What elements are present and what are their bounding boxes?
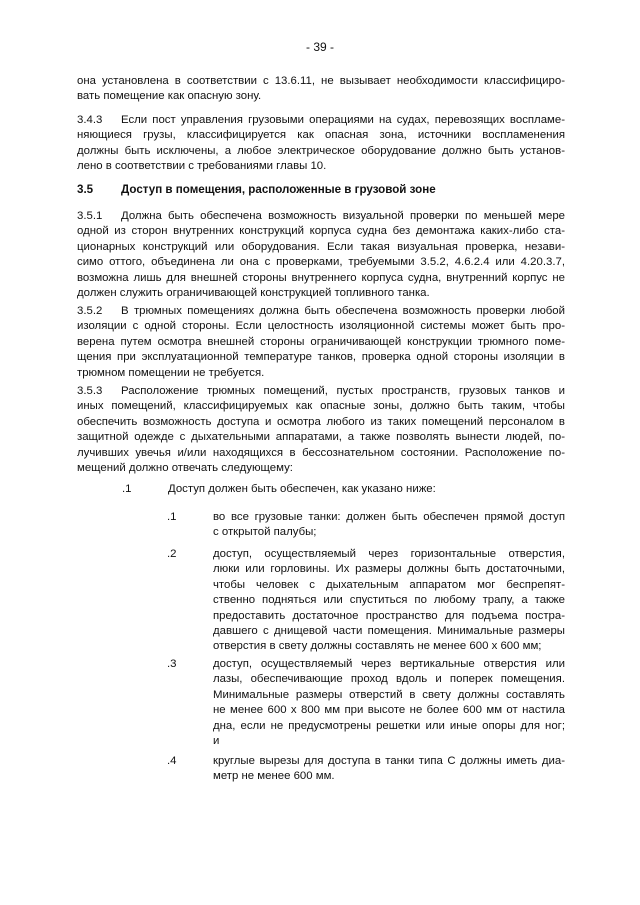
page-number: - 39 - [305, 40, 334, 54]
text-line: няющиеся грузы, классифицируется как опасная зона, источники воспламенения [77, 129, 565, 142]
text-line: мещений должно отвечать следующему: [77, 462, 293, 475]
section-number: 3.5 [77, 183, 94, 196]
sub-item-text [213, 657, 565, 749]
paragraph-number: 3.5.2 [77, 305, 103, 317]
text-line: 3.4.3 Если пост управления грузовыми операциями на судах, перевозящих воспламе- [77, 113, 565, 128]
paragraph-number: 3.4.3 [77, 114, 103, 126]
text-line: 3.5.3 Расположение трюмных помещений, пустых пространств, грузовых танков и [77, 384, 565, 399]
text-line: обеспечить возможность доступа и осмотра любого из таких помещений персоналом в [77, 415, 565, 428]
text-line: с открытой палубы; [213, 526, 317, 539]
text-line: верена путем осмотра внешней стороны ограничивающей конструкции трюмного поме- [77, 335, 565, 348]
text-line: дна, если не предусмотрены решетки или иные опоры для ног; [213, 719, 565, 732]
text-line: вать помещение как опасную зону. [77, 90, 262, 103]
text-line: одной из сторон внутренних конструкций корпуса судна без демонтажа каких-либо ста- [77, 225, 565, 238]
text-line: доступ, осуществляемый через вертикальные отверстия или [213, 658, 565, 670]
paragraph-3-5-3 [77, 384, 565, 476]
text-line: лазы, обеспечивающие проход вдоль и поперек помещения. [213, 673, 565, 686]
text-line: предоставить достаточное пространство для подъема постра- [213, 609, 565, 622]
text-line: симо оттого, объединена ли она с проверками, требуемыми 3.5.2, 4.6.2.4 или 4.20.3.7, [77, 256, 565, 269]
paragraph-number: 3.5.3 [77, 385, 103, 397]
text-line: трюмном помещении не требуется. [77, 366, 265, 379]
text-line: защитной одежде с дыхательными аппаратами, а также позволять вынести людей, по- [77, 431, 565, 444]
text-line: во все грузовые танки: должен быть обеспечен прямой доступ [213, 511, 565, 523]
text-line: отверстия в свету должны составлять не менее 600 х 600 мм; [213, 640, 542, 653]
sub-item-text [213, 754, 565, 785]
text-line: давшего с днищевой части помещения. Минимальные размеры [213, 625, 565, 638]
section-heading [77, 182, 436, 197]
text-line: ционарных конструкций или оборудования. Если такая визуальная проверка, незави- [77, 240, 565, 253]
text-line: 3.5.2 В трюмных помещениях должна быть обеспечена возможность проверки любой [77, 304, 565, 319]
list-item-text: Доступ должен быть обеспечен, как указано ниже: [168, 483, 436, 495]
list-item-number: .1 [122, 483, 132, 495]
paragraph-3-4-3 [77, 113, 565, 175]
section-title: Доступ в помещения, расположенные в грузовой зоне [121, 183, 436, 196]
text-line: лено в соответствии с требованиями главы 10. [77, 160, 327, 173]
text-line: должен служить ограничивающей конструкцией топливного танка. [77, 287, 430, 300]
text-line: 3.5.1 Должна быть обеспечена возможность визуальной проверки по меньшей мере [77, 209, 565, 224]
sub-item-number: .2 [167, 548, 177, 560]
text-line: иных помещений, классифицируемых как опасные зоны, должно быть таким, чтобы [77, 400, 565, 413]
text-line: она установлена в соответствии с 13.6.11, не вызывает необходимости классифициро- [77, 75, 565, 87]
text-line: доступ, осуществляемый через горизонтальные отверстия, [213, 548, 565, 560]
paragraph-number: 3.5.1 [77, 210, 103, 222]
text-line: Минимальные размеры отверстий в свету должны составлять [213, 688, 565, 701]
sub-item-text [213, 547, 565, 655]
paragraph-intro [77, 74, 565, 105]
sub-item-number: .1 [167, 511, 177, 523]
sub-item-text [213, 510, 565, 541]
paragraph-3-5-2 [77, 304, 565, 381]
text-line: метр не менее 600 мм. [213, 770, 335, 783]
text-line: должны быть исключены, а любое электрическое оборудование должно быть установ- [77, 144, 565, 157]
text-line: возможна лишь для внешней стороны внутреннего корпуса судна, внутренний корпус не [77, 271, 565, 284]
text-line: лучивших увечья и/или находящихся в бессознательном состоянии. Расположение по- [77, 446, 565, 459]
paragraph-3-5-1 [77, 209, 565, 301]
text-line: круглые вырезы для доступа в танки типа С должны иметь диа- [213, 755, 565, 767]
text-line: и [213, 735, 220, 748]
text-line: не менее 600 х 800 мм при высоте не более 600 мм от настила [213, 704, 565, 717]
text-line: люки или горловины. Их размеры должны быть достаточными, [213, 563, 565, 576]
sub-item-number: .4 [167, 755, 177, 767]
text-line: чтобы человек с дыхательным аппаратом мог беспрепят- [213, 578, 565, 591]
text-line: ственно подняться или спуститься по любому трапу, а также [213, 594, 565, 607]
sub-item-number: .3 [167, 658, 177, 670]
text-line: изоляции с одной стороны. Если целостность изоляционной системы может быть про- [77, 320, 565, 333]
text-line: щения при эксплуатационной температуре танков, проверка одной стороны изоляции в [77, 351, 565, 364]
